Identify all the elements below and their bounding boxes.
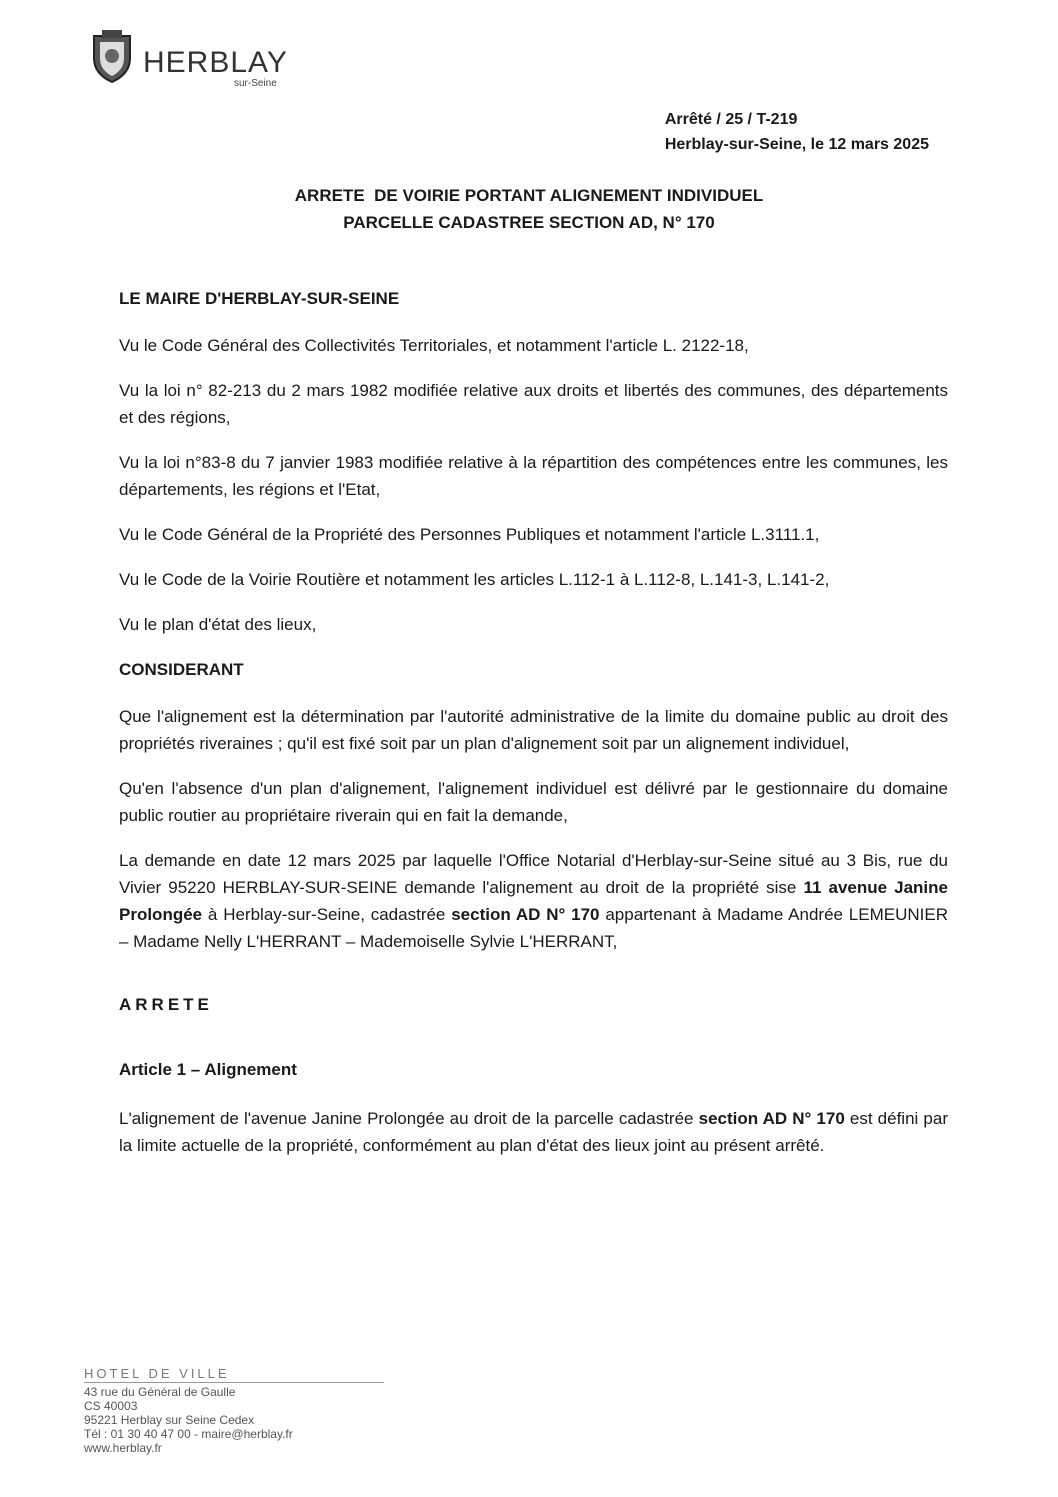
request-text: La demande en date 12 mars 2025 par laquelle l'Office Notarial d'Herblay-sur-Seine situé au 3 Bis, rue du Vivier 95220 HERBLAY-SUR-SEINE demande l'alignement au droit de la propriété sise (119, 851, 948, 897)
vu-paragraph: Vu la loi n° 82-213 du 2 mars 1982 modifiée relative aux droits et libertés des communes, des départements et des régions, (119, 381, 948, 427)
vu-paragraph: Vu le plan d'état des lieux, (119, 615, 317, 634)
city-crest-icon (88, 28, 136, 84)
cadastral-section: section AD N° 170 (451, 905, 600, 924)
reference-block (665, 107, 929, 157)
footer-heading: HOTEL DE VILLE (84, 1367, 384, 1383)
article-1-text (119, 1105, 948, 1159)
decree-reference: Arrêté / 25 / T-219 (664, 111, 798, 128)
footer-address-line: CS 40003 (84, 1399, 138, 1413)
request-text: à Herblay-sur-Seine, cadastrée (202, 905, 452, 924)
vu-paragraph: Vu le Code Général de la Propriété des Personnes Publiques et notamment l'article L.3111.1, (119, 525, 820, 544)
footer-address-line: 95221 Herblay sur Seine Cedex (84, 1413, 255, 1427)
title-line-1: ARRETE DE VOIRIE PORTANT ALIGNEMENT INDIVIDUEL (294, 186, 764, 205)
considerant-paragraph: Qu'en l'absence d'un plan d'alignement, l'alignement individuel est délivré par le gestionnaire du domaine public routier au propriétaire riverain qui en fait la demande, (119, 779, 948, 825)
footer-address (84, 1367, 384, 1455)
city-logo (88, 28, 308, 88)
property-address: 11 avenue Janine Prolongée (119, 878, 948, 924)
document-title (0, 182, 1058, 236)
article-text: L'alignement de l'avenue Janine Prolongée au droit de la parcelle cadastrée (119, 1109, 699, 1128)
document-body (119, 285, 948, 1177)
cadastral-section: section AD N° 170 (698, 1109, 845, 1128)
considerant-paragraph: Que l'alignement est la détermination par l'autorité administrative de la limite du domaine public au droit des propriétés riveraines ; qu'il est fixé soit par un plan d'alignement soit par un alignement individuel, (119, 707, 948, 753)
title-line-2: PARCELLE CADASTREE SECTION AD, N° 170 (343, 213, 715, 232)
footer-contact: Tél : 01 30 40 47 00 - maire@herblay.fr (84, 1427, 293, 1441)
decree-date: Herblay-sur-Seine, le 12 mars 2025 (664, 136, 929, 153)
request-text: appartenant à Madame Andrée LEMEUNIER – Madame Nelly L'HERRANT – Mademoiselle Sylvie L'HERRANT, (119, 905, 948, 951)
vu-paragraph: Vu le Code de la Voirie Routière et notamment les articles L.112-1 à L.112-8, L.141-3, L.141-2, (119, 570, 830, 589)
arrete-heading: ARRETE (119, 995, 213, 1014)
authority-heading: LE MAIRE D'HERBLAY-SUR-SEINE (119, 289, 400, 308)
vu-paragraph: Vu la loi n°83-8 du 7 janvier 1983 modifiée relative à la répartition des compétences entre les communes, les départements, les régions et l'Etat, (119, 453, 948, 499)
considerant-heading: CONSIDERANT (119, 660, 244, 679)
footer-website: www.herblay.fr (84, 1441, 162, 1455)
vu-paragraph: Vu le Code Général des Collectivités Territoriales, et notamment l'article L. 2122-18, (119, 336, 749, 355)
article-text: est défini par la limite actuelle de la propriété, conformément au plan d'état des lieux joint au présent arrêté. (119, 1109, 948, 1155)
logo-name: HERBLAY (143, 46, 288, 79)
article-1-heading: Article 1 – Alignement (119, 1060, 297, 1079)
footer-address-line: 43 rue du Général de Gaulle (84, 1385, 236, 1399)
logo-subtitle: sur-Seine (234, 78, 277, 89)
request-paragraph (119, 847, 948, 955)
